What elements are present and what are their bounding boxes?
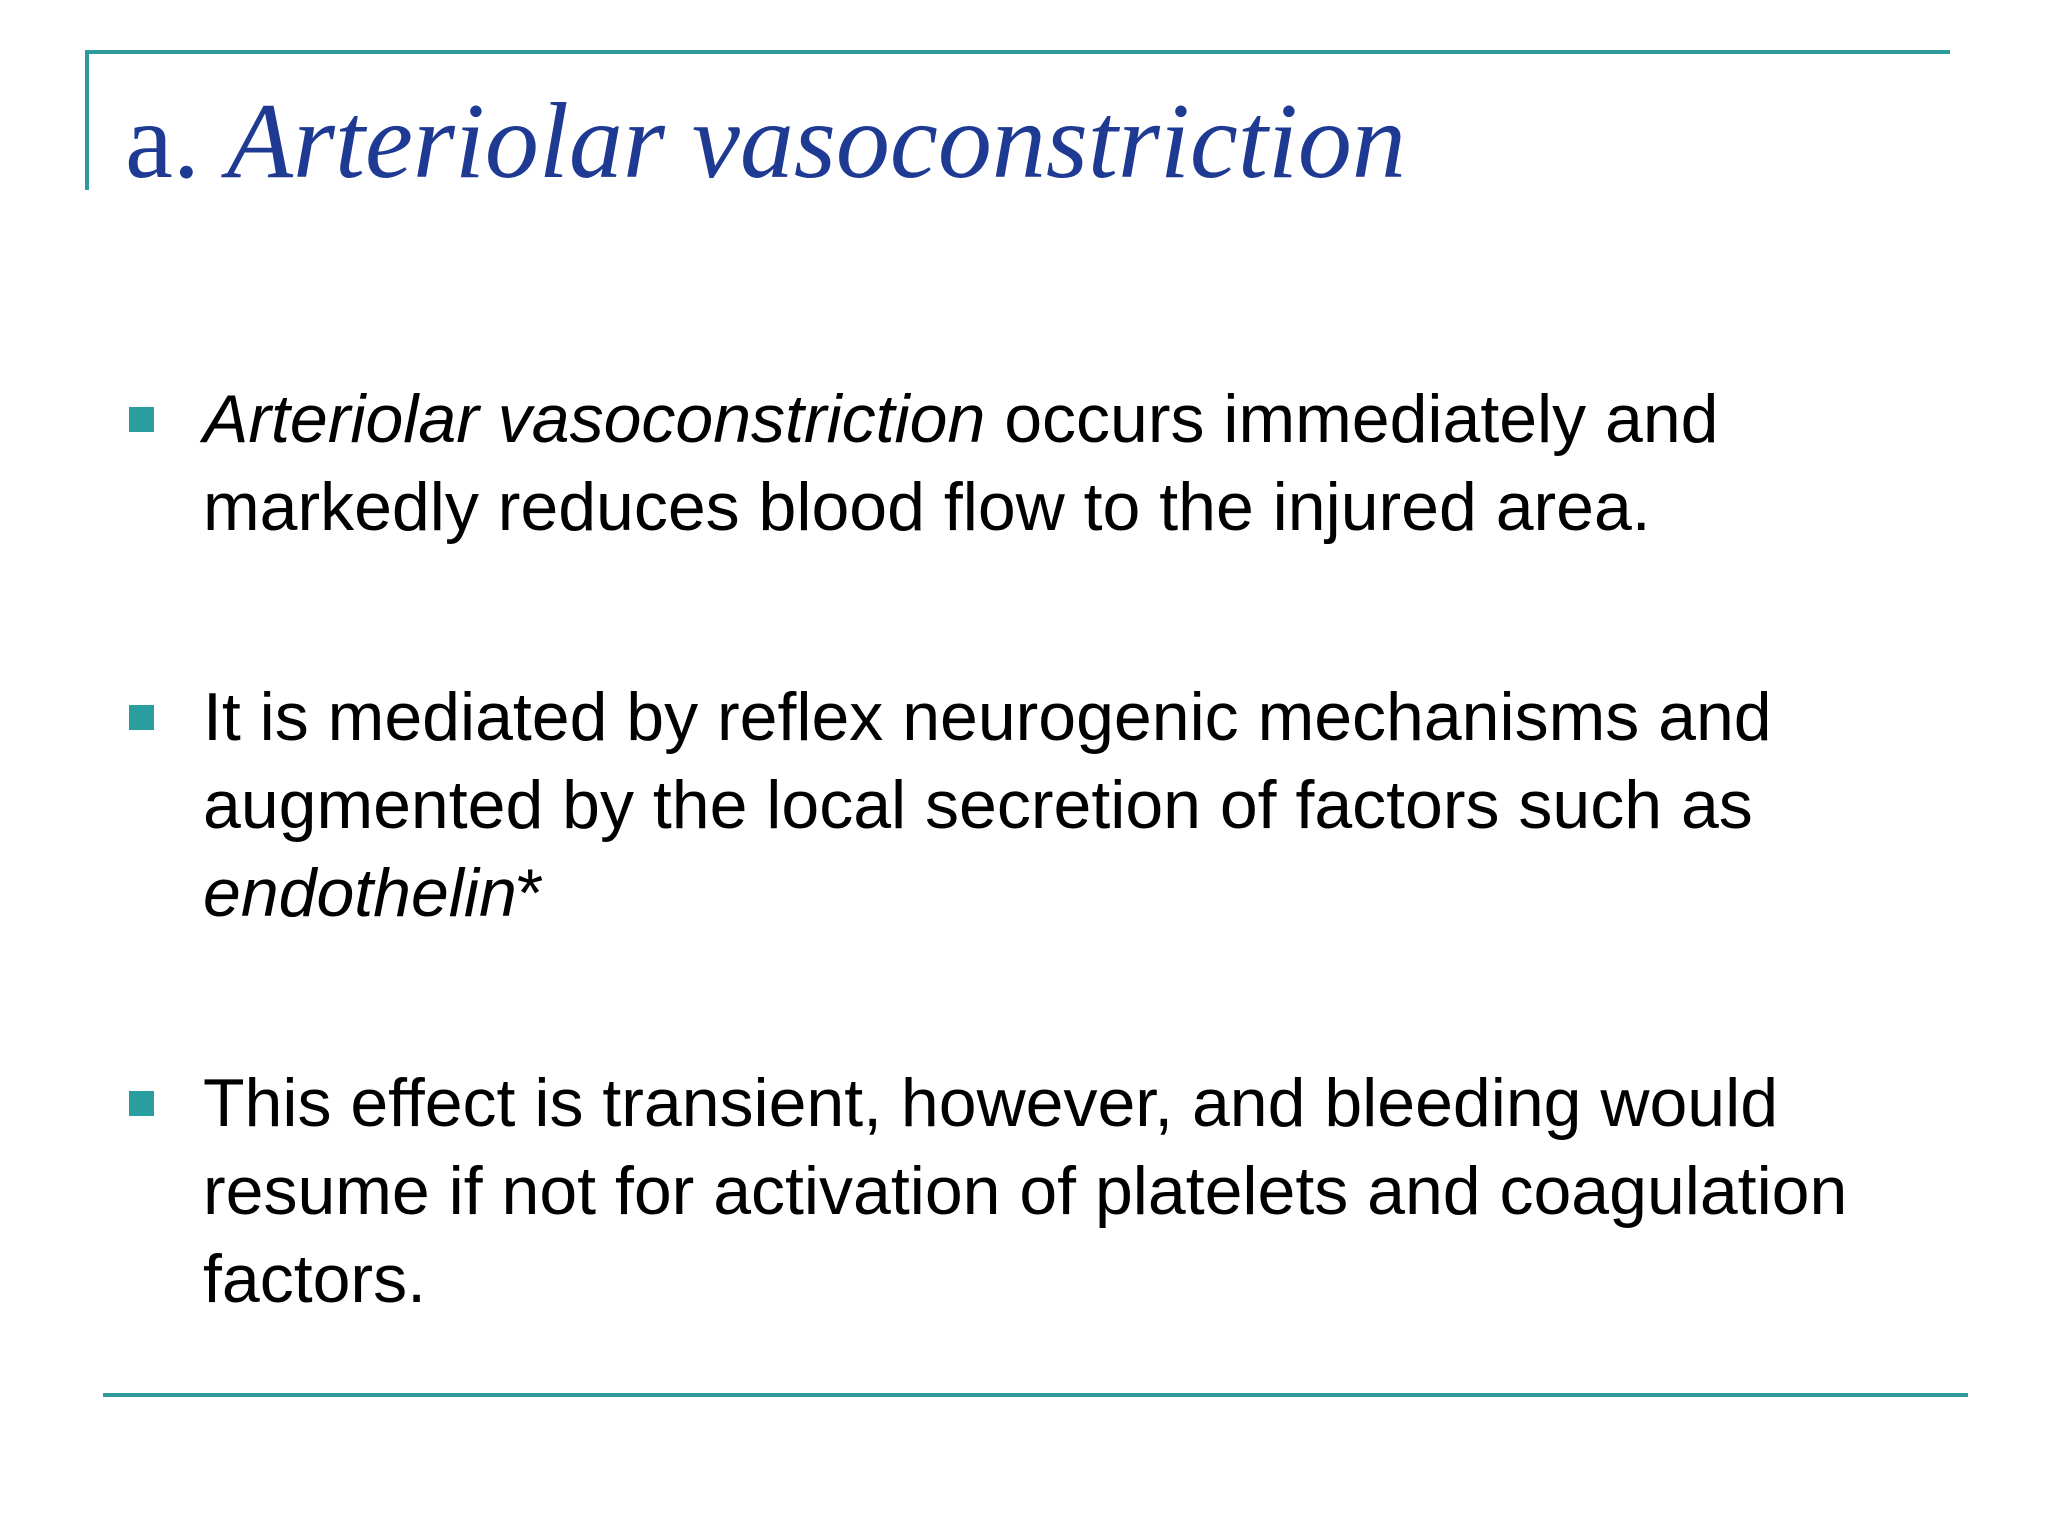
bullet-2-suffix: * (516, 855, 544, 931)
bullet-list (125, 375, 1965, 1323)
bullet-3-text: This effect is transient, however, and bleeding would resume if not for activation of platelets and coagulation factors. (203, 1065, 1848, 1317)
bullet-1-text: occurs immediately and markedly reduces blood flow to the injured area. (203, 381, 1719, 545)
slide-title (125, 82, 1406, 202)
square-bullet-icon (129, 407, 154, 432)
square-bullet-icon (129, 705, 154, 730)
title-prefix: a. (125, 82, 227, 201)
bullet-item-3 (125, 1059, 1965, 1323)
title-emphasis: Arteriolar vasoconstriction (226, 82, 1406, 201)
square-bullet-icon (129, 1091, 154, 1116)
bullet-item-1 (125, 375, 1965, 551)
bottom-frame-line (103, 1393, 1968, 1397)
top-frame-line (85, 50, 1950, 54)
bullet-2-text: It is mediated by reflex neurogenic mechanisms and augmented by the local secretion of factors such as (203, 679, 1772, 843)
bullet-item-2 (125, 673, 1965, 937)
left-frame-line (85, 50, 89, 190)
bullet-2-emphasis: endothelin (203, 855, 517, 931)
bullet-1-emphasis: Arteriolar vasoconstriction (203, 381, 986, 457)
